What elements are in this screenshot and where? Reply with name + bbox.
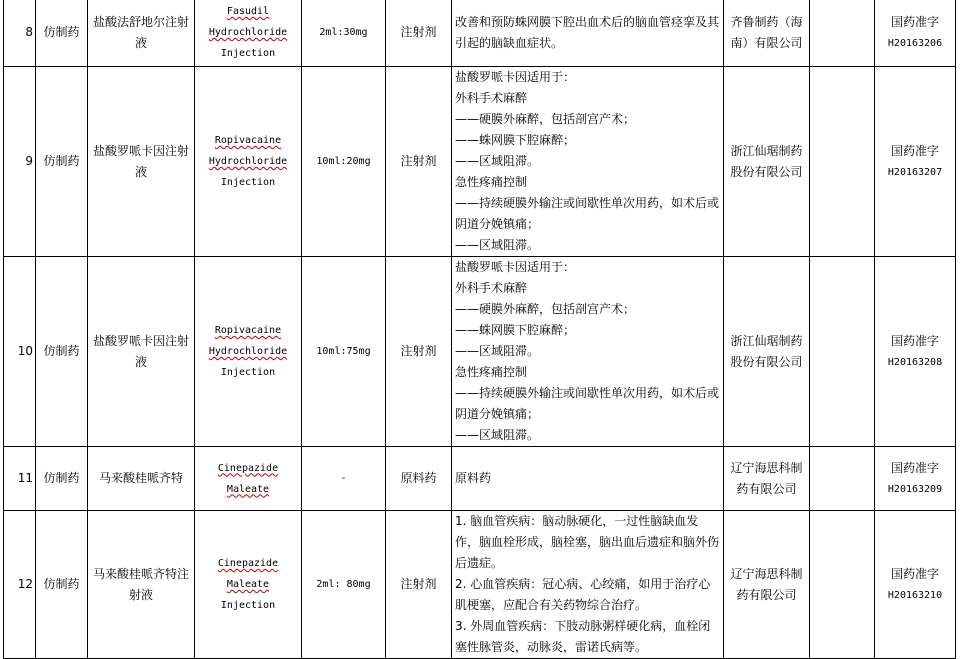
spec-cell <box>302 511 386 659</box>
name-cn-cell <box>88 447 195 511</box>
company-cell <box>724 67 810 257</box>
indication-line: ——持续硬膜外输注或间歇性单次用药，如术后或阴道分娩镇痛； <box>455 386 720 421</box>
indication-line: ——硬膜外麻醉，包括剖宫产术； <box>455 302 636 316</box>
company-name: 齐鲁制药（海南）有限公司 <box>730 14 803 50</box>
approval-cell <box>875 0 956 67</box>
empty-cell <box>810 511 875 659</box>
drug-name-en-line: Maleate <box>226 483 270 495</box>
category-cell <box>36 67 88 257</box>
approval-code: H20163207 <box>887 166 943 178</box>
company-cell <box>724 447 810 511</box>
form-cell <box>386 67 452 257</box>
indication-cell <box>452 511 724 659</box>
drug-name-en-line: Hydrochloride <box>208 156 288 167</box>
drug-name-en-line: Maleate <box>226 579 270 590</box>
approval-title: 国药准字 <box>890 566 939 581</box>
name-cn-cell <box>88 0 195 67</box>
indication-line: ——蛛网膜下腔麻醉； <box>455 133 576 147</box>
indication-line: 外科手术麻醉 <box>455 281 528 295</box>
dosage-form-text: 注射剂 <box>400 577 437 591</box>
indication-line: ——区域阻滞。 <box>455 344 540 358</box>
spec-text: 10ml:75mg <box>316 346 371 357</box>
empty-cell <box>810 67 875 257</box>
indication-cell <box>452 257 724 447</box>
drug-approval-table <box>3 0 956 659</box>
drug-name-cn: 盐酸罗哌卡因注射液 <box>92 143 189 179</box>
approval-cell <box>875 511 956 659</box>
indication-cell <box>452 0 724 67</box>
name-cn-cell <box>88 511 195 659</box>
indication-line: ——区域阻滞。 <box>455 428 540 442</box>
drug-name-en-line: Ropivacaine <box>214 135 282 146</box>
name-cn-cell <box>88 257 195 447</box>
indication-line: 盐酸罗哌卡因适用于： <box>455 260 576 274</box>
drug-name-en-line: Injection <box>220 177 276 188</box>
form-cell <box>386 0 452 67</box>
company-name: 浙江仙琚制药股份有限公司 <box>730 143 803 179</box>
approval-code: H20163208 <box>887 356 943 368</box>
empty-cell <box>810 257 875 447</box>
approval-cell <box>875 257 956 447</box>
category-cell <box>36 257 88 447</box>
indication-line: 3. 外周血管疾病：下肢动脉粥样硬化病，血栓闭塞性脉管炎，动脉炎，雷诺氏病等。 <box>455 619 711 654</box>
approval-code: H20163206 <box>887 37 943 49</box>
spec-text: 2ml: 80mg <box>316 579 371 590</box>
table-body <box>4 0 956 659</box>
spec-text: 2ml:30mg <box>319 27 368 38</box>
indication-cell <box>452 447 724 511</box>
approval-cell <box>875 447 956 511</box>
indication-line: 改善和预防蛛网膜下腔出血术后的脑血管痉挛及其引起的脑缺血症状。 <box>455 14 720 50</box>
drug-name-en-line: Cinepazide <box>217 558 279 569</box>
spec-cell <box>302 257 386 447</box>
indication-line: 1. 脑血管疾病：脑动脉硬化，一过性脑缺血发作，脑血栓形成，脑栓塞，脑出血后遗症和脑外伤后遗症。 <box>455 514 720 570</box>
category-text: 仿制药 <box>43 25 80 39</box>
row-number: 8 <box>25 25 33 39</box>
name-cn-cell <box>88 67 195 257</box>
dosage-form-text: 注射剂 <box>400 25 437 39</box>
drug-name-en-line: Hydrochloride <box>208 27 288 38</box>
approval-title: 国药准字 <box>890 333 939 348</box>
company-name: 辽宁海思科制药有限公司 <box>730 566 803 602</box>
drug-name-cn: 马来酸桂哌齐特注射液 <box>92 566 189 602</box>
row-number: 11 <box>17 471 33 485</box>
name-en-cell <box>195 447 302 511</box>
drug-name-cn: 盐酸罗哌卡因注射液 <box>92 333 189 369</box>
category-text: 仿制药 <box>43 471 80 485</box>
approval-code: H20163209 <box>887 483 943 495</box>
empty-cell <box>810 447 875 511</box>
indication-line: 盐酸罗哌卡因适用于： <box>455 70 576 84</box>
form-cell <box>386 257 452 447</box>
row-number: 12 <box>17 577 33 591</box>
drug-name-en-line: Ropivacaine <box>214 325 282 336</box>
category-cell <box>36 0 88 67</box>
category-cell <box>36 511 88 659</box>
category-text: 仿制药 <box>43 154 80 168</box>
category-text: 仿制药 <box>43 577 80 591</box>
indication-line: ——区域阻滞。 <box>455 154 540 168</box>
company-name: 浙江仙琚制药股份有限公司 <box>730 333 803 369</box>
category-text: 仿制药 <box>43 344 80 358</box>
approval-title: 国药准字 <box>890 460 939 475</box>
row-number: 9 <box>25 154 33 168</box>
name-en-cell <box>195 511 302 659</box>
spec-text: - <box>340 473 347 484</box>
row-number-cell <box>4 447 36 511</box>
form-cell <box>386 511 452 659</box>
table-row <box>4 0 956 67</box>
name-en-cell <box>195 67 302 257</box>
company-cell <box>724 257 810 447</box>
drug-name-en-line: Cinepazide <box>217 462 279 474</box>
indication-line: 原料药 <box>455 471 492 485</box>
indication-line: ——蛛网膜下腔麻醉； <box>455 323 576 337</box>
row-number-cell <box>4 0 36 67</box>
company-cell <box>724 511 810 659</box>
indication-line: 急性疼痛控制 <box>455 175 528 189</box>
indication-line: ——硬膜外麻醉，包括剖宫产术； <box>455 112 636 126</box>
indication-line: 外科手术麻醉 <box>455 91 528 105</box>
name-en-cell <box>195 257 302 447</box>
indication-cell <box>452 67 724 257</box>
drug-name-en-line: Fasudil <box>226 6 270 17</box>
indication-line: 急性疼痛控制 <box>455 365 528 379</box>
approval-title: 国药准字 <box>890 143 939 158</box>
form-cell <box>386 447 452 511</box>
approval-cell <box>875 67 956 257</box>
dosage-form-text: 注射剂 <box>400 344 437 358</box>
spec-cell <box>302 67 386 257</box>
spec-text: 10ml:20mg <box>316 156 371 167</box>
table-row <box>4 67 956 257</box>
indication-line: ——区域阻滞。 <box>455 238 540 252</box>
row-number-cell <box>4 257 36 447</box>
drug-name-en-line: Injection <box>220 48 276 59</box>
table-row <box>4 257 956 447</box>
drug-name-en-line: Hydrochloride <box>208 346 288 357</box>
dosage-form-text: 注射剂 <box>400 154 437 168</box>
table-row <box>4 511 956 659</box>
drug-name-en-line: Injection <box>220 367 276 378</box>
spec-cell <box>302 0 386 67</box>
drug-name-cn: 盐酸法舒地尔注射液 <box>92 14 189 50</box>
company-cell <box>724 0 810 67</box>
row-number: 10 <box>17 344 33 358</box>
approval-title: 国药准字 <box>890 14 939 29</box>
drug-name-en-line: Injection <box>220 600 276 611</box>
dosage-form-text: 原料药 <box>400 471 437 485</box>
category-cell <box>36 447 88 511</box>
row-number-cell <box>4 511 36 659</box>
indication-line: 2. 心血管疾病：冠心病、心绞痛，如用于治疗心肌梗塞，应配合有关药物综合治疗。 <box>455 577 711 612</box>
spec-cell <box>302 447 386 511</box>
approval-code: H20163210 <box>887 589 943 601</box>
drug-name-cn: 马来酸桂哌齐特 <box>98 471 183 485</box>
empty-cell <box>810 0 875 67</box>
row-number-cell <box>4 67 36 257</box>
table-row <box>4 447 956 511</box>
company-name: 辽宁海思科制药有限公司 <box>730 460 803 496</box>
indication-line: ——持续硬膜外输注或间歇性单次用药，如术后或阴道分娩镇痛； <box>455 196 720 231</box>
name-en-cell <box>195 0 302 67</box>
